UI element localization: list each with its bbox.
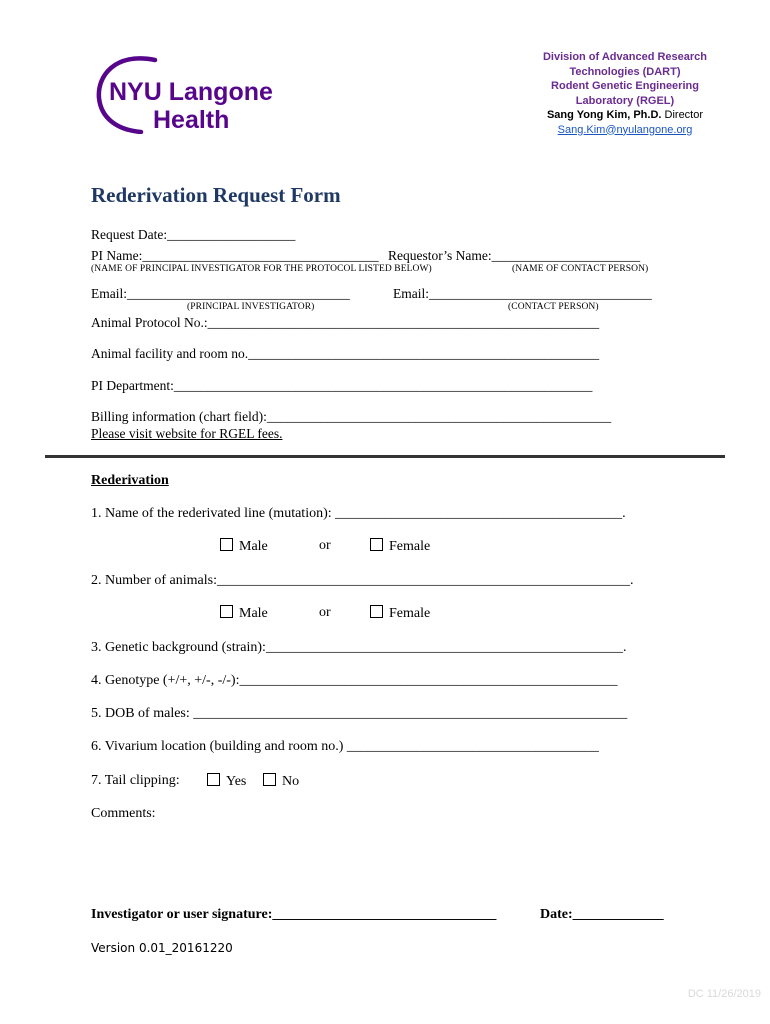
- pi-email-note: (PRINCIPAL INVESTIGATOR): [187, 302, 315, 312]
- tail-clipping-no-option[interactable]: [263, 773, 299, 790]
- checkbox-icon[interactable]: [370, 605, 383, 618]
- director-line: [520, 108, 730, 123]
- or-label: or: [319, 605, 331, 620]
- form-title: Rederivation Request Form: [91, 183, 341, 207]
- q1-line-name-field[interactable]: 1. Name of the rederivated line (mutation): _________________________________________.: [91, 506, 626, 521]
- checkbox-icon[interactable]: [207, 773, 220, 786]
- division-line: Technologies (DART): [569, 65, 681, 78]
- q7-tail-clipping-label: 7. Tail clipping:: [91, 773, 180, 788]
- q1-male-option[interactable]: [220, 538, 268, 555]
- female-label: Female: [389, 606, 431, 621]
- watermark: DC 11/26/2019: [687, 988, 761, 1000]
- q2-number-field[interactable]: 2. Number of animals:___________________________________________________________.: [91, 573, 634, 588]
- contact-email-note: (CONTACT PERSON): [508, 302, 599, 312]
- pi-name-note: (NAME OF PRINCIPAL INVESTIGATOR FOR THE PROTOCOL LISTED BELOW): [91, 264, 432, 274]
- nyu-langone-health-logo: [95, 54, 285, 134]
- q6-vivarium-field[interactable]: 6. Vivarium location (building and room no.) ____________________________________: [91, 739, 599, 754]
- female-label: Female: [389, 539, 431, 554]
- pi-department-field[interactable]: PI Department:______________________________________________________________: [91, 378, 593, 393]
- yes-label: Yes: [226, 774, 247, 789]
- logo-line2: Health: [153, 106, 230, 134]
- request-date-field[interactable]: Request Date:___________________: [91, 227, 296, 242]
- division-line: Division of Advanced Research: [542, 51, 708, 63]
- pi-email-field[interactable]: Email:_________________________________: [91, 286, 350, 301]
- version-label: Version 0.01_20161220: [91, 941, 233, 955]
- male-label: Male: [239, 606, 268, 621]
- contact-email-field[interactable]: Email:_________________________________: [393, 286, 652, 301]
- division-header: [520, 50, 730, 137]
- animal-facility-field[interactable]: Animal facility and room no.____________________________________________________: [91, 346, 600, 361]
- contact-name-note: (NAME OF CONTACT PERSON): [512, 264, 649, 274]
- requestor-name-field[interactable]: Requestor’s Name:______________________: [388, 248, 641, 263]
- logo-line1: NYU Langone: [109, 78, 273, 106]
- q2-female-option[interactable]: [370, 605, 430, 622]
- section-divider: [45, 455, 725, 458]
- animal-protocol-field[interactable]: Animal Protocol No.:__________________________________________________________: [91, 315, 600, 330]
- q2-male-option[interactable]: [220, 605, 268, 622]
- q3-genetic-background-field[interactable]: 3. Genetic background (strain):___________________________________________________.: [91, 640, 627, 655]
- director-title: Director: [664, 109, 704, 121]
- tail-clipping-yes-option[interactable]: [207, 773, 246, 790]
- signature-field[interactable]: Investigator or user signature:________________________________: [91, 907, 497, 922]
- section-title: Rederivation: [91, 473, 169, 488]
- pi-name-field[interactable]: PI Name:___________________________________: [91, 248, 379, 263]
- director-email-link[interactable]: Sang.Kim@nyulangone.org: [557, 123, 693, 136]
- division-line: Rodent Genetic Engineering: [551, 80, 699, 92]
- division-line: Laboratory (RGEL): [575, 94, 675, 107]
- q5-dob-field[interactable]: 5. DOB of males: ______________________________________________________________: [91, 706, 628, 721]
- comments-label: Comments:: [91, 806, 156, 821]
- checkbox-icon[interactable]: [220, 605, 233, 618]
- rgel-fees-link[interactable]: Please visit website for RGEL fees.: [91, 426, 283, 441]
- director-name: Sang Yong Kim, Ph.D.: [546, 109, 662, 121]
- or-label: or: [319, 538, 331, 553]
- male-label: Male: [239, 539, 268, 554]
- q4-genotype-field[interactable]: 4. Genotype (+/+, +/-, -/-):______________________________________________________: [91, 673, 618, 688]
- q1-female-option[interactable]: [370, 538, 430, 555]
- checkbox-icon[interactable]: [370, 538, 383, 551]
- signature-date-field[interactable]: Date:_____________: [540, 907, 664, 922]
- checkbox-icon[interactable]: [220, 538, 233, 551]
- checkbox-icon[interactable]: [263, 773, 276, 786]
- no-label: No: [282, 774, 300, 789]
- billing-field[interactable]: Billing information (chart field):___________________________________________________: [91, 409, 612, 424]
